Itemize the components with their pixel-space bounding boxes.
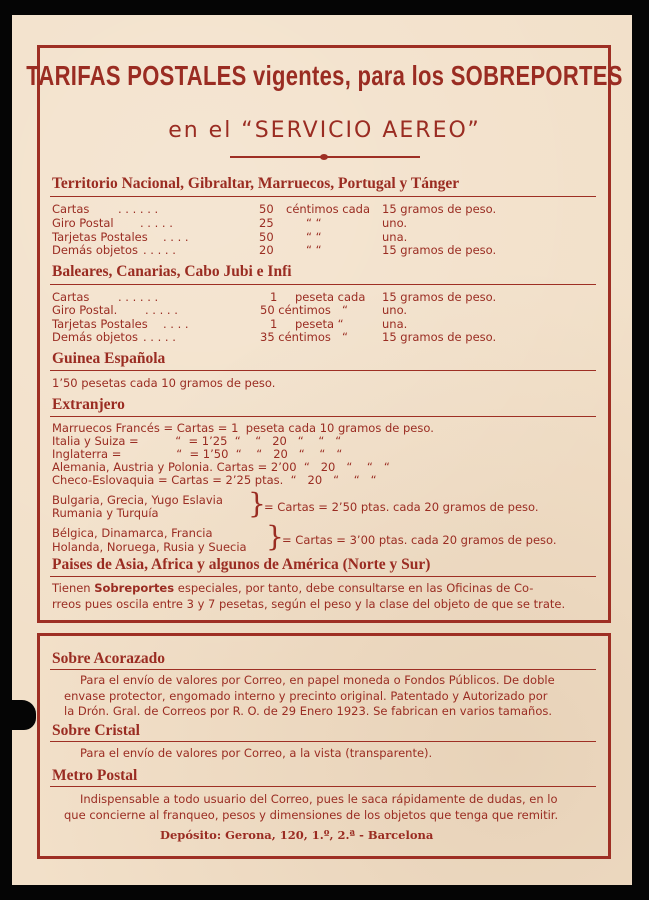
- baleares-unit: peseta “: [295, 317, 344, 331]
- nacional-rest: una.: [382, 230, 408, 244]
- extranjero-row: Italia y Suiza = “ = 1’25 “ “ 20 “ “ “: [52, 434, 342, 448]
- heading-extranjero: Extranjero: [52, 396, 125, 413]
- acorazado-line: la Drón. Gral. de Correos por R. O. de 29 Enero 1923. Se fabrican en varios tamaños.: [64, 704, 553, 718]
- group2-countries: Holanda, Noruega, Rusia y Suecia: [52, 540, 247, 554]
- title-ornament: [230, 155, 420, 159]
- nacional-unit: “ “: [306, 230, 322, 244]
- rule-acorazado: [50, 669, 596, 670]
- heading-guinea: Guinea Española: [52, 350, 166, 367]
- baleares-amount: 50 céntimos: [260, 303, 331, 317]
- cristal-text: Para el envío de valores por Correo, a la vista (transparente).: [80, 746, 433, 760]
- nacional-rest: 15 gramos de peso.: [382, 243, 497, 257]
- baleares-item: Demás objetos: [52, 330, 138, 344]
- nacional-dots: . . . . .: [140, 216, 173, 230]
- heading-asia: Paises de Asia, Africa y algunos de América (Norte y Sur): [52, 556, 431, 573]
- nacional-amount: 25: [259, 216, 274, 230]
- guinea-text: 1’50 pesetas cada 10 gramos de peso.: [52, 376, 276, 390]
- baleares-rest: una.: [382, 317, 408, 331]
- rule-baleares: [50, 284, 596, 285]
- group1-countries: Rumania y Turquía: [52, 506, 159, 520]
- baleares-dots: . . . . . .: [118, 290, 159, 304]
- group2-rate: = Cartas = 3’00 ptas. cada 20 gramos de peso.: [282, 533, 557, 547]
- nacional-item: Tarjetas Postales: [52, 230, 148, 244]
- baleares-item: Giro Postal.: [52, 303, 118, 317]
- metro-line: que concierne al franqueo, pesos y dimensiones de los objetos que tenga que remitir.: [64, 808, 559, 822]
- nacional-item: Demás objetos: [52, 243, 138, 257]
- baleares-item: Cartas: [52, 290, 90, 304]
- baleares-rest: 15 gramos de peso.: [382, 290, 497, 304]
- nacional-unit: “ “: [306, 216, 322, 230]
- heading-metro: Metro Postal: [52, 767, 138, 784]
- heading-cristal: Sobre Cristal: [52, 722, 140, 739]
- nacional-amount: 20: [259, 243, 274, 257]
- rule-nacional: [50, 196, 596, 197]
- rule-asia: [50, 576, 596, 577]
- group2-countries: Bélgica, Dinamarca, Francia: [52, 526, 213, 540]
- nacional-unit: “ “: [306, 243, 322, 257]
- rule-extranjero: [50, 416, 596, 417]
- group1-countries: Bulgaria, Grecia, Yugo Eslavia: [52, 493, 223, 507]
- rule-guinea: [50, 370, 596, 371]
- nacional-dots: . . . . .: [143, 243, 176, 257]
- baleares-unit: “: [342, 330, 348, 344]
- rule-cristal: [50, 741, 596, 742]
- baleares-item: Tarjetas Postales: [52, 317, 148, 331]
- baleares-dots: . . . . .: [143, 330, 176, 344]
- nacional-item: Giro Postal: [52, 216, 114, 230]
- subtitle: en el “SERVICIO AEREO”: [168, 118, 481, 143]
- baleares-unit: “: [342, 303, 348, 317]
- nacional-item: Cartas: [52, 202, 90, 216]
- baleares-rest: 15 gramos de peso.: [382, 330, 497, 344]
- nacional-amount: 50: [259, 230, 274, 244]
- brace-icon: }: [248, 487, 266, 520]
- nacional-rest: 15 gramos de peso.: [382, 202, 497, 216]
- acorazado-line: envase protector, engomado interno y precinto original. Patentado y Autorizado por: [64, 689, 548, 703]
- extranjero-row: Checo-Eslovaquia = Cartas = 2’25 ptas. “ 20 “ “ “: [52, 473, 377, 487]
- baleares-unit: peseta cada: [295, 290, 366, 304]
- torn-edge: [12, 700, 36, 730]
- rule-metro: [50, 786, 596, 787]
- baleares-amount: 1: [270, 317, 278, 331]
- nacional-unit: céntimos cada: [286, 202, 370, 216]
- main-title: TARIFAS POSTALES vigentes, para los SOBREPORTES: [26, 60, 623, 92]
- baleares-rest: uno.: [382, 303, 408, 317]
- nacional-dots: . . . . . .: [118, 202, 159, 216]
- baleares-amount: 1: [270, 290, 278, 304]
- extranjero-row: Marruecos Francés = Cartas = 1 peseta cada 10 gramos de peso.: [52, 421, 434, 435]
- baleares-dots: . . . . .: [145, 303, 178, 317]
- metro-line: Indispensable a todo usuario del Correo, pues le saca rápidamente de dudas, en lo: [80, 792, 558, 806]
- heading-nacional: Territorio Nacional, Gibraltar, Marruecos, Portugal y Tánger: [52, 175, 460, 192]
- nacional-rest: uno.: [382, 216, 408, 230]
- asia-text-line1: Tienen Sobreportes especiales, por tanto, debe consultarse en las Oficinas de Co-: [52, 581, 534, 595]
- baleares-amount: 35 céntimos: [260, 330, 331, 344]
- extranjero-row: Alemania, Austria y Polonia. Cartas = 2’00 “ 20 “ “ “: [52, 460, 390, 474]
- heading-baleares: Baleares, Canarias, Cabo Jubi e Infi: [52, 263, 292, 280]
- asia-text-line2: rreos pues oscila entre 3 y 7 pesetas, según el peso y la clase del objeto de que se trate.: [52, 597, 566, 611]
- group1-rate: = Cartas = 2’50 ptas. cada 20 gramos de peso.: [264, 500, 539, 514]
- heading-acorazado: Sobre Acorazado: [52, 650, 165, 667]
- acorazado-line: Para el envío de valores por Correo, en papel moneda o Fondos Públicos. De doble: [80, 673, 555, 687]
- extranjero-row: Inglaterra = “ = 1’50 “ “ 20 “ “ “: [52, 447, 343, 461]
- nacional-amount: 50: [259, 202, 274, 216]
- deposito-address: Depósito: Gerona, 120, 1.º, 2.ª - Barcelona: [160, 828, 434, 842]
- brace-icon: }: [266, 520, 284, 553]
- nacional-dots: . . . .: [163, 230, 189, 244]
- baleares-dots: . . . .: [163, 317, 189, 331]
